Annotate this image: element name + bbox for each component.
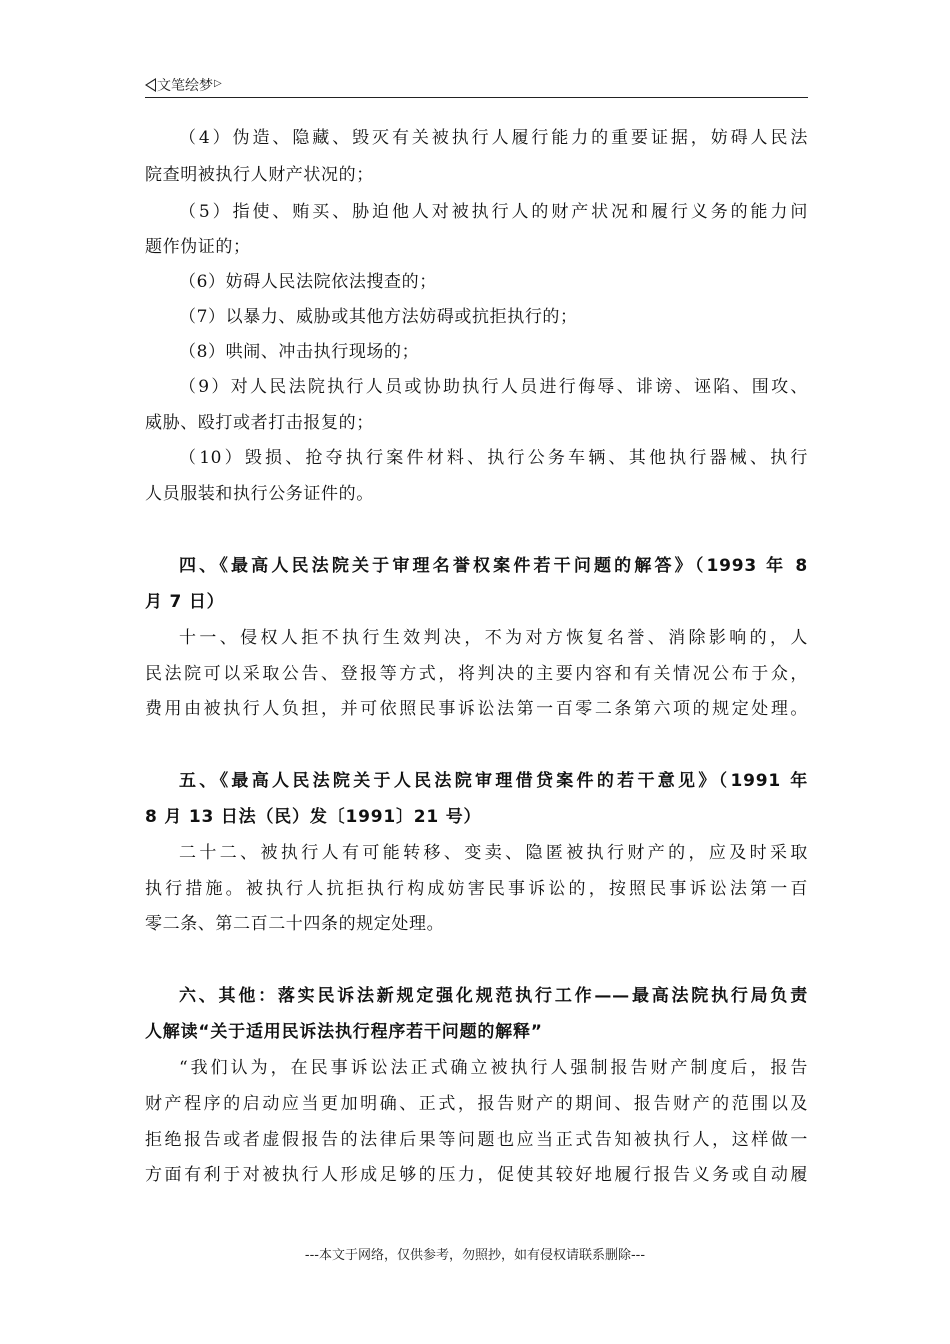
text-line: 费用由被执行人负担，并可依照民事诉讼法第一百零二条第六项的规定处理。 — [145, 699, 808, 719]
page-footer: ---本文于网络，仅供参考，勿照抄，如有侵权请联系删除--- — [304, 1248, 646, 1263]
text-line: 方面有利于对被执行人形成足够的压力，促使其较好地履行报告义务或自动履 — [145, 1165, 808, 1185]
text-line: 执行措施。被执行人抗拒执行构成妨害民事诉讼的，按照民事诉讼法第一百 — [145, 879, 808, 899]
section-heading: 六、其他：落实民诉法新规定强化规范执行工作——最高法院执行局负责 — [179, 986, 808, 1006]
section-heading: 月 7 日） — [145, 592, 225, 612]
text-line: （4）伪造、隐藏、毁灭有关被执行人履行能力的重要证据，妨碍人民法 — [179, 128, 808, 148]
page-header — [145, 70, 808, 98]
text-line: 十一、侵权人拒不执行生效判决，不为对方恢复名誉、消除影响的，人 — [179, 628, 808, 648]
text-line: 零二条、第二百二十四条的规定处理。 — [145, 914, 445, 934]
text-line: （7）以暴力、威胁或其他方法妨碍或抗拒执行的； — [179, 307, 578, 327]
text-line: 二十二、被执行人有可能转移、变卖、隐匿被执行财产的，应及时采取 — [179, 843, 808, 863]
text-line: （9）对人民法院执行人员或协助执行人员进行侮辱、诽谤、诬陷、围攻、 — [179, 377, 808, 397]
section-heading: 人解读“关于适用民诉法执行程序若干问题的解释” — [145, 1022, 543, 1042]
right-triangle-icon: ▷ — [214, 78, 222, 89]
text-line: （8）哄闹、冲击执行现场的； — [179, 342, 420, 362]
text-line: 人员服装和执行公务证件的。 — [145, 484, 374, 504]
header-title: 文笔绘梦 — [157, 78, 213, 94]
text-line: （6）妨碍人民法院依法搜查的； — [179, 272, 437, 292]
left-triangle-icon — [145, 78, 156, 92]
header-label — [145, 76, 222, 94]
text-line: 题作伪证的； — [145, 237, 251, 257]
text-line: 财产程序的启动应当更加明确、正式，报告财产的期间、报告财产的范围以及 — [145, 1094, 808, 1114]
section-heading: 8 月 13 日法（民）发〔1991〕21 号） — [145, 807, 482, 827]
text-line: 院查明被执行人财产状况的； — [145, 165, 374, 185]
text-line: “我们认为，在民事诉讼法正式确立被执行人强制报告财产制度后，报告 — [179, 1058, 808, 1078]
text-line: （5）指使、贿买、胁迫他人对被执行人的财产状况和履行义务的能力问 — [179, 202, 808, 222]
text-line: 拒绝报告或者虚假报告的法律后果等问题也应当正式告知被执行人，这样做一 — [145, 1130, 808, 1150]
text-line: 民法院可以采取公告、登报等方式，将判决的主要内容和有关情况公布于众， — [145, 664, 808, 684]
text-line: 威胁、殴打或者打击报复的； — [145, 413, 374, 433]
text-line: （10）毁损、抢夺执行案件材料、执行公务车辆、其他执行器械、执行 — [179, 448, 808, 468]
section-heading: 四、《最高人民法院关于审理名誉权案件若干问题的解答》（1993 年 8 — [179, 556, 808, 576]
section-heading: 五、《最高人民法院关于人民法院审理借贷案件的若干意见》（1991 年 — [179, 771, 808, 791]
